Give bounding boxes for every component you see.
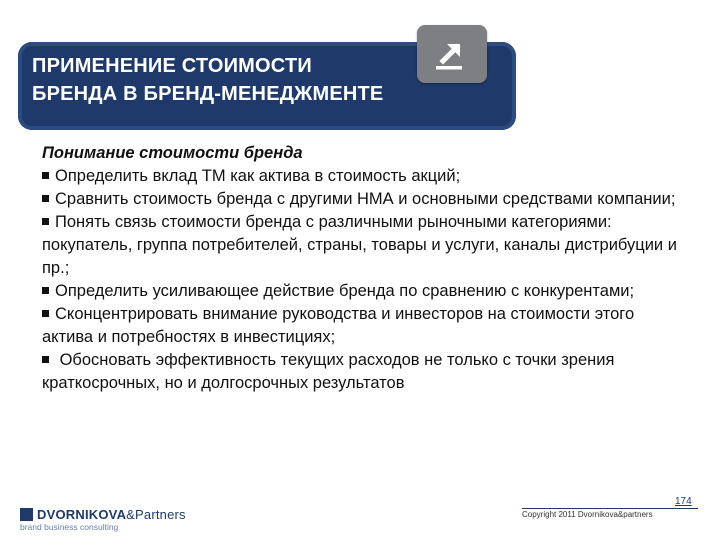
page-number: 174 bbox=[675, 496, 692, 507]
bullet-item bbox=[42, 188, 682, 211]
copyright-text: Copyright 2011 Dvornikova&partners bbox=[522, 510, 653, 519]
bullet-text: Определить усиливающее действие бренда по сравнению с конкурентами; bbox=[55, 282, 635, 300]
logo-name-partners: &Partners bbox=[126, 507, 186, 522]
logo-name bbox=[37, 507, 186, 522]
bullet-icon bbox=[42, 356, 49, 363]
bullet-icon bbox=[42, 310, 49, 317]
title-line-1: ПРИМЕНЕНИЕ СТОИМОСТИ bbox=[32, 55, 312, 77]
content-block bbox=[42, 142, 682, 395]
bullet-item bbox=[42, 280, 682, 303]
slide-title bbox=[32, 52, 452, 108]
bullet-icon bbox=[42, 287, 49, 294]
bullet-text: Сравнить стоимость бренда с другими НМА и основными средствами компании; bbox=[55, 190, 676, 208]
bullet-icon bbox=[42, 172, 49, 179]
bullet-text: Обосновать эффективность текущих расходов не только с точки зрения краткосрочных, но и долгосрочных результатов bbox=[42, 351, 615, 392]
title-line-2: БРЕНДА В БРЕНД-МЕНЕДЖМЕНТЕ bbox=[32, 83, 384, 105]
bullet-item bbox=[42, 303, 682, 349]
logo-name-main: DVORNIKOVA bbox=[37, 507, 127, 522]
bullet-item bbox=[42, 211, 682, 280]
logo-tagline: brand business consulting bbox=[20, 522, 119, 532]
bullet-text: Понять связь стоимости бренда с различными рыночными категориями: покупатель, группа потребителей, страны, товары и услуги, каналы дистрибуции и пр.; bbox=[42, 213, 677, 277]
arrow-up-right-icon bbox=[431, 35, 471, 73]
bullet-item bbox=[42, 349, 682, 395]
content-heading: Понимание стоимости бренда bbox=[42, 144, 303, 162]
bullet-icon bbox=[42, 218, 49, 225]
bullet-text: Сконцентрировать внимание руководства и инвесторов на стоимости этого актива и потребностях в инвестициях; bbox=[42, 305, 635, 346]
bullet-icon bbox=[42, 195, 49, 202]
bullet-text: Определить вклад ТМ как актива в стоимость акций; bbox=[55, 167, 461, 185]
logo-square-icon bbox=[20, 508, 33, 521]
bullet-item bbox=[42, 165, 682, 188]
footer-divider bbox=[522, 508, 698, 509]
arrow-badge bbox=[417, 25, 487, 83]
